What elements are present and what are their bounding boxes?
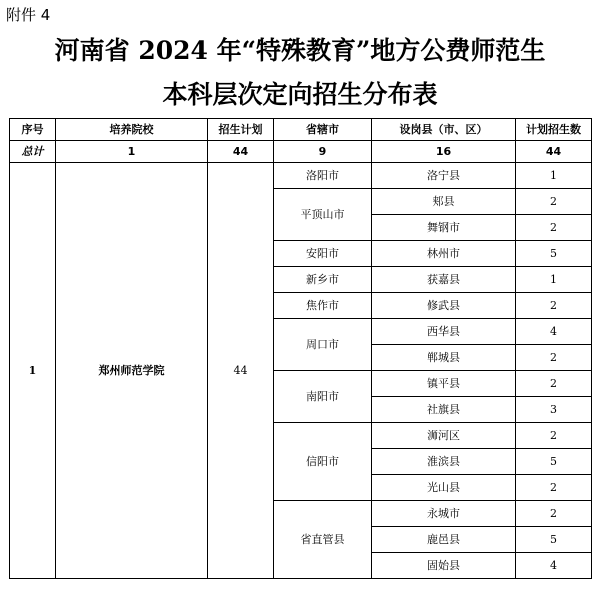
document-title-line-2: 本科层次定向招生分布表 bbox=[162, 80, 438, 109]
county-name: 郸城县 bbox=[372, 345, 516, 371]
header-school: 培养院校 bbox=[56, 119, 208, 141]
total-cities: 9 bbox=[274, 141, 372, 163]
county-enroll-count: 2 bbox=[516, 189, 592, 215]
total-label: 总计 bbox=[10, 141, 56, 163]
city-name: 南阳市 bbox=[274, 371, 372, 423]
header-index: 序号 bbox=[10, 119, 56, 141]
county-name: 洛宁县 bbox=[372, 163, 516, 189]
county-name: 舞钢市 bbox=[372, 215, 516, 241]
county-name: 镇平县 bbox=[372, 371, 516, 397]
document-title-line-1: 河南省 2024 年“特殊教育”地方公费师范生 bbox=[54, 36, 546, 65]
total-enroll: 44 bbox=[516, 141, 592, 163]
county-name: 鹿邑县 bbox=[372, 527, 516, 553]
county-enroll-count: 1 bbox=[516, 267, 592, 293]
county-name: 社旗县 bbox=[372, 397, 516, 423]
county-name: 林州市 bbox=[372, 241, 516, 267]
school-plan: 44 bbox=[208, 163, 274, 579]
county-enroll-count: 2 bbox=[516, 423, 592, 449]
total-row bbox=[10, 141, 592, 163]
county-enroll-count: 2 bbox=[516, 475, 592, 501]
county-enroll-count: 2 bbox=[516, 293, 592, 319]
total-counties: 16 bbox=[372, 141, 516, 163]
school-name: 郑州师范学院 bbox=[56, 163, 208, 579]
county-enroll-count: 2 bbox=[516, 371, 592, 397]
county-enroll-count: 2 bbox=[516, 501, 592, 527]
county-name: 永城市 bbox=[372, 501, 516, 527]
county-enroll-count: 2 bbox=[516, 345, 592, 371]
county-enroll-count: 1 bbox=[516, 163, 592, 189]
header-enroll-count: 计划招生数 bbox=[516, 119, 592, 141]
total-schools: 1 bbox=[56, 141, 208, 163]
table-row bbox=[10, 163, 592, 189]
city-name: 平顶山市 bbox=[274, 189, 372, 241]
county-name: 修武县 bbox=[372, 293, 516, 319]
school-index: 1 bbox=[10, 163, 56, 579]
city-name: 信阳市 bbox=[274, 423, 372, 501]
county-name: 光山县 bbox=[372, 475, 516, 501]
city-name: 安阳市 bbox=[274, 241, 372, 267]
header-plan: 招生计划 bbox=[208, 119, 274, 141]
county-name: 西华县 bbox=[372, 319, 516, 345]
city-name: 周口市 bbox=[274, 319, 372, 371]
enrollment-distribution-table bbox=[9, 118, 592, 579]
header-county: 设岗县（市、区） bbox=[372, 119, 516, 141]
county-name: 获嘉县 bbox=[372, 267, 516, 293]
header-row bbox=[10, 119, 592, 141]
county-enroll-count: 4 bbox=[516, 319, 592, 345]
county-name: 淮滨县 bbox=[372, 449, 516, 475]
county-enroll-count: 3 bbox=[516, 397, 592, 423]
county-name: 浉河区 bbox=[372, 423, 516, 449]
city-name: 洛阳市 bbox=[274, 163, 372, 189]
county-enroll-count: 5 bbox=[516, 527, 592, 553]
county-enroll-count: 2 bbox=[516, 215, 592, 241]
county-name: 郏县 bbox=[372, 189, 516, 215]
total-plan: 44 bbox=[208, 141, 274, 163]
city-name: 焦作市 bbox=[274, 293, 372, 319]
attachment-label: 附件 4 bbox=[6, 6, 51, 24]
county-enroll-count: 4 bbox=[516, 553, 592, 579]
city-name: 新乡市 bbox=[274, 267, 372, 293]
county-name: 固始县 bbox=[372, 553, 516, 579]
city-name: 省直管县 bbox=[274, 501, 372, 579]
county-enroll-count: 5 bbox=[516, 241, 592, 267]
county-enroll-count: 5 bbox=[516, 449, 592, 475]
header-city: 省辖市 bbox=[274, 119, 372, 141]
